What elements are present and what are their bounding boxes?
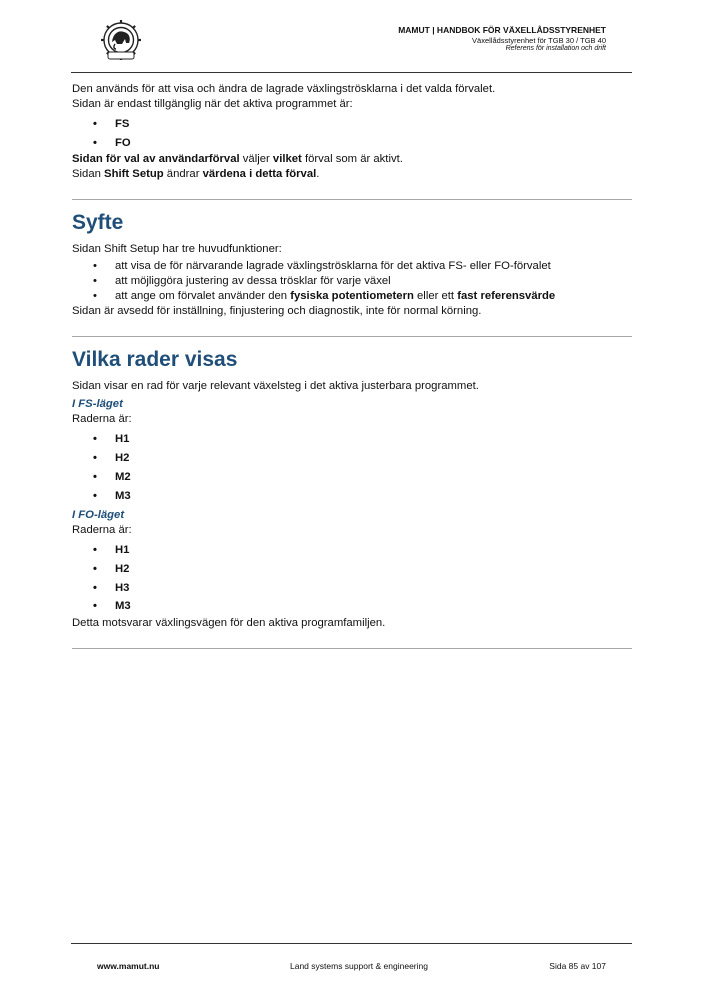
intro-line-1: Den används för att visa och ändra de lagrade växlingströsklarna i det valda förvalet. [72, 83, 496, 95]
purpose-outro: Sidan är avsedd för inställning, finjustering och diagnostik, inte för normal körning. [72, 305, 482, 318]
fo-mode-label: I FO-läget [72, 509, 125, 522]
list-item: • att möjliggöra justering av dessa trösklar för varje växel [115, 274, 632, 289]
section-heading-rows: Vilka rader visas [72, 348, 238, 372]
section-divider [72, 336, 632, 337]
intro-line-4: Sidan Shift Setup ändrar värdena i detta förval. [72, 168, 320, 181]
header-title: MAMUT | HANDBOK FÖR VÄXELLÅDSSTYRENHET [398, 25, 606, 35]
section-heading-syfte: Syfte [72, 211, 124, 235]
fs-rows-label: Raderna är: [72, 413, 132, 426]
footer-page-number: Sida 85 av 107 [549, 961, 606, 971]
list-item: • H2 [115, 560, 632, 579]
list-item: • FO [115, 134, 632, 153]
list-item: • M3 [115, 487, 632, 506]
rows-intro: Sidan visar en rad för varje relevant växelsteg i det aktiva justerbara programmet. [72, 380, 479, 393]
rows-outro: Detta motsvarar växlingsvägen för den aktiva programfamiljen. [72, 617, 386, 630]
program-list [72, 115, 632, 152]
footer-tagline: Land systems support & engineering [290, 961, 428, 971]
fo-rows-label: Raderna är: [72, 524, 132, 537]
list-item: • FS [115, 115, 632, 134]
header-divider [71, 72, 632, 73]
list-item: • M2 [115, 468, 632, 487]
list-item: • M3 [115, 597, 632, 616]
purpose-intro: Sidan Shift Setup har tre huvudfunktioner: [72, 243, 282, 256]
page-content [72, 82, 632, 659]
footer-website: www.mamut.nu [97, 961, 160, 971]
header-subtitle: Växellådsstyrenhet för TGB 30 / TGB 40 [472, 35, 606, 45]
intro-line-2: Sidan är endast tillgänglig när det aktiva programmet är: [72, 98, 353, 110]
mamut-logo [95, 18, 147, 64]
purpose-list [72, 259, 632, 304]
fs-mode-label: I FS-läget [72, 398, 123, 411]
header-reference: Referens för installation och drift [505, 45, 606, 52]
section-divider [72, 199, 632, 200]
list-item: • H1 [115, 430, 632, 449]
intro-line-3: Sidan för val av användarförval väljer vilket förval som är aktivt. [72, 153, 403, 166]
list-item: • H1 [115, 541, 632, 560]
list-item: • att ange om förvalet använder den fysiska potentiometern eller ett fast referensvärde [115, 289, 632, 304]
fs-row-list [72, 430, 632, 505]
fo-row-list [72, 541, 632, 616]
section-divider [72, 648, 632, 649]
page-header [398, 25, 606, 54]
list-item: • H2 [115, 449, 632, 468]
list-item: • att visa de för närvarande lagrade växlingströsklarna för det aktiva FS- eller FO-förvalet [115, 259, 632, 274]
list-item: • H3 [115, 579, 632, 598]
footer-divider [71, 943, 632, 944]
